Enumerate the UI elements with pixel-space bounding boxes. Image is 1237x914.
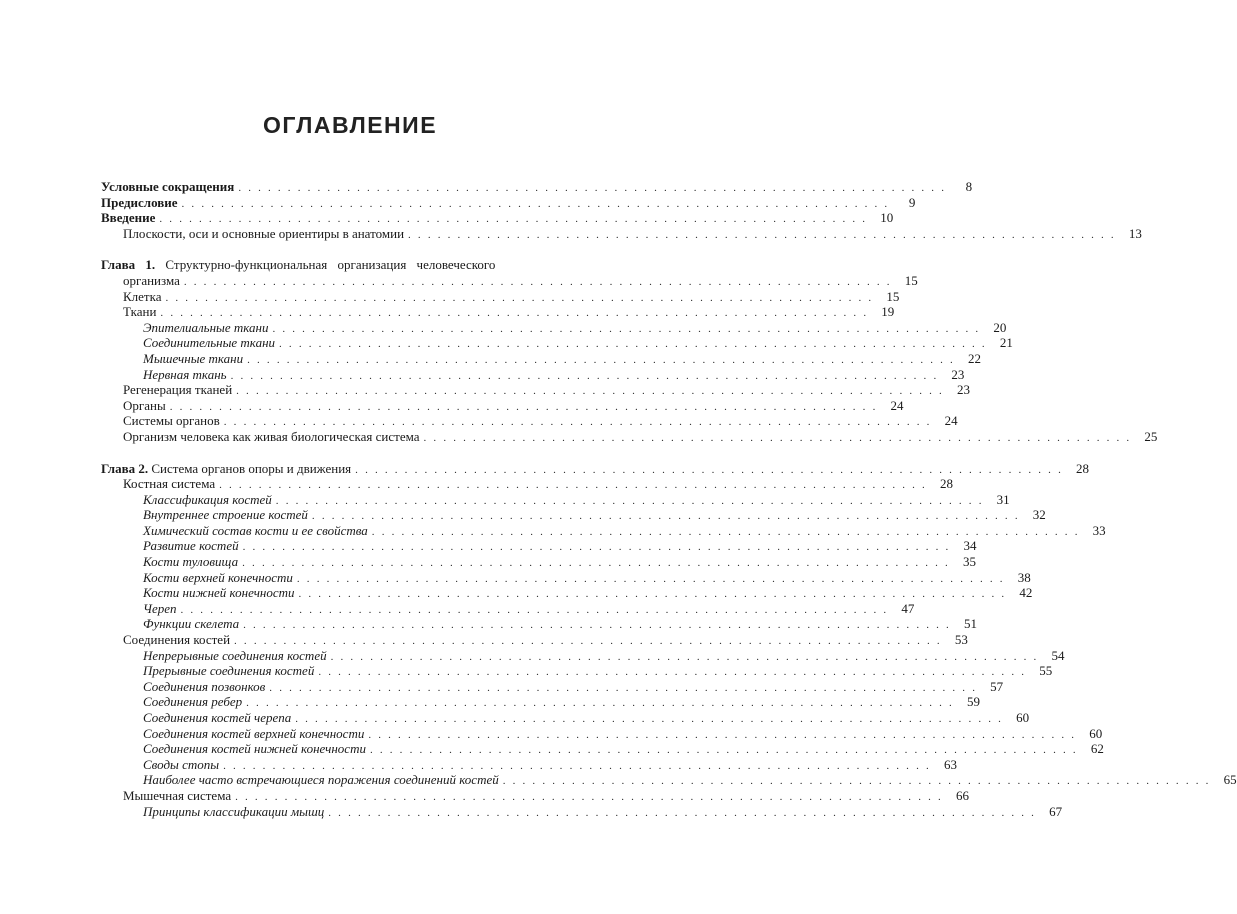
toc-entry-label: Химический состав кости и ее свойства (143, 522, 368, 538)
dot-leader: . . . . . . . . . . . . . . . . . . . . . . . . . . . . . . . . . . . . . . . . . . . . . . . . . . . . . . . . . . . . . . . . . . . . . . . . (355, 463, 1064, 476)
toc-entry-page: 28 (939, 476, 953, 492)
dot-leader: . . . . . . . . . . . . . . . . . . . . . . . . . . . . . . . . . . . . . . . . . . . . . . . . . . . . . . . . . . . . . . . . . . . . . . . . (183, 275, 892, 288)
dot-leader: . . . . . . . . . . . . . . . . . . . . . . . . . . . . . . . . . . . . . . . . . . . . . . . . . . . . . . . . . . . . . . . . . . . . . . . . (247, 353, 955, 366)
toc-entry[interactable] (101, 554, 976, 570)
toc-entry-label: Соединения костей верхней конечности (143, 725, 365, 741)
toc-entry-label: Мышечные ткани (143, 350, 244, 366)
page-title: ОГЛАВЛЕНИЕ (262, 112, 438, 138)
dot-leader: . . . . . . . . . . . . . . . . . . . . . . . . . . . . . . . . . . . . . . . . . . . . . . . . . . . . . . . . . . . . . . . . . . . . . . . . (180, 603, 889, 616)
toc-entry[interactable] (101, 663, 1053, 679)
toc-entry-page: 42 (1019, 585, 1033, 601)
dot-leader: . . . . . . . . . . . . . . . . . . . . . . . . . . . . . . . . . . . . . . . . . . . . . . . . . . . . . . . . . . . . . . . . . . . . . . . . (328, 806, 1037, 819)
toc-entry-label: Нервная ткань (143, 366, 227, 382)
toc-entry[interactable] (101, 787, 969, 804)
dot-leader: . . . . . . . . . . . . . . . . . . . . . . . . . . . . . . . . . . . . . . . . . . . . . . . . . . . . . . . . . . . . . . . . . . . . . . . . (423, 431, 1132, 444)
dot-leader: . . . . . . . . . . . . . . . . . . . . . . . . . . . . . . . . . . . . . . . . . . . . . . . . . . . . . . . . . . . . . . . . . . . . . . . . (243, 619, 951, 632)
toc-entry-label: Органы (123, 397, 166, 413)
dot-leader: . . . . . . . . . . . . . . . . . . . . . . . . . . . . . . . . . . . . . . . . . . . . . . . . . . . . . . . . . . . . . . . . . . . . . . . . (246, 697, 955, 710)
chapter-2-heading[interactable] (101, 460, 1090, 477)
toc-entry[interactable] (101, 538, 977, 554)
toc-entry-page: 55 (1039, 663, 1053, 679)
toc-entry-label: Соединения костей черепа (143, 710, 292, 725)
toc-entry-page: 53 (954, 632, 968, 648)
toc-entry-page: 32 (1032, 507, 1046, 523)
dot-leader: . . . . . . . . . . . . . . . . . . . . . . . . . . . . . . . . . . . . . . . . . . . . . . . . . . . . . . . . . . . . . . . . . . . . . . . . (295, 713, 1004, 725)
dot-leader: . . . . . . . . . . . . . . . . . . . . . . . . . . . . . . . . . . . . . . . . . . . . . . . . . . . . . . . . . . . . . . . . . . . . . . . . (368, 728, 1077, 741)
toc-entry-label: Своды стопы (143, 756, 220, 772)
toc-entry-label: Соединения позвонков (143, 678, 266, 694)
dot-leader: . . . . . . . . . . . . . . . . . . . . . . . . . . . . . . . . . . . . . . . . . . . . . . . . . . . . . . . . . . . . . . . . . . . . . . . . (238, 182, 947, 194)
toc-entry-label: Соединения костей (123, 632, 231, 648)
dot-leader: . . . . . . . . . . . . . . . . . . . . . . . . . . . . . . . . . . . . . . . . . . . . . . . . . . . . . . . . . . . . . . . . . . . . . . . . (242, 557, 950, 570)
toc-entry[interactable] (101, 413, 958, 429)
toc-entry-label: Ткани (123, 304, 157, 320)
toc-entry-label: Организм человека как живая биологическая система (123, 428, 420, 444)
toc-entry-label: Введение (101, 210, 156, 226)
toc-entry-label: Классификация костей (143, 491, 272, 507)
toc-entry-label: Соединения ребер (143, 694, 243, 710)
toc-entry[interactable] (101, 569, 1031, 586)
chapter-1-group (101, 257, 1158, 444)
toc-entry-page: 25 (1144, 428, 1158, 444)
chapter-1-title: Структурно-функциональная организация человеческого (165, 257, 496, 273)
toc-entry-page: 47 (901, 600, 915, 616)
toc-entry-page: 65 (1223, 772, 1237, 788)
dot-leader: . . . . . . . . . . . . . . . . . . . . . . . . . . . . . . . . . . . . . . . . . . . . . . . . . . . . . . . . . . . . . . . . . . . . . . . . (223, 416, 932, 429)
toc-entry-page: 63 (943, 756, 957, 772)
toc-entry[interactable] (101, 350, 981, 367)
toc-entry-label: Предисловие (101, 194, 178, 210)
dot-leader: . . . . . . . . . . . . . . . . . . . . . . . . . . . . . . . . . . . . . . . . . . . . . . . . . . . . . . . . . . . . . . . . . . . . . . . . (502, 775, 1211, 788)
toc-entry-label: Соединительные ткани (143, 335, 276, 351)
chapter-1-title-line2: организма (123, 272, 180, 288)
toc-entry-label: Эпителиальные ткани (143, 319, 269, 335)
toc-entry[interactable] (101, 585, 1033, 601)
toc-entry[interactable] (101, 725, 1103, 742)
chapter-2-page: 28 (1076, 460, 1090, 476)
chapter-2-entries (101, 476, 1237, 819)
toc-entry-planes-axes[interactable] (101, 225, 1142, 242)
toc-entry[interactable] (101, 428, 1158, 445)
chapter-1-heading[interactable] (101, 257, 559, 273)
toc-entry[interactable] (101, 647, 1065, 664)
toc-entry-label: Принципы классификации мышц (143, 803, 325, 819)
toc-entry-page: 20 (993, 319, 1007, 335)
toc-entry-label: Прерывные соединения костей (143, 663, 315, 679)
toc-entry[interactable] (101, 288, 900, 305)
toc-entry-page: 38 (1017, 569, 1031, 585)
toc-entry[interactable] (101, 476, 953, 492)
toc-entry[interactable] (101, 522, 1106, 539)
dot-leader: . . . . . . . . . . . . . . . . . . . . . . . . . . . . . . . . . . . . . . . . . . . . . . . . . . . . . . . . . . . . . . . . . . . . . . . . (275, 494, 984, 507)
dot-leader: . . . . . . . . . . . . . . . . . . . . . . . . . . . . . . . . . . . . . . . . . . . . . . . . . . . . . . . . . . . . . . . . . . . . . . . . (236, 385, 945, 398)
table-of-contents (101, 179, 1237, 819)
toc-entry-page: 33 (1092, 522, 1106, 538)
toc-entry-label: Плоскости, оси и основные ориентиры в анатомии (123, 225, 405, 241)
dot-leader: . . . . . . . . . . . . . . . . . . . . . . . . . . . . . . . . . . . . . . . . . . . . . . . . . . . . . . . . . . . . . . . . . . . . . . . . (408, 228, 1116, 241)
dot-leader: . . . . . . . . . . . . . . . . . . . . . . . . . . . . . . . . . . . . . . . . . . . . . . . . . . . . . . . . . . . . . . . . . . . . . . . . (165, 291, 874, 304)
toc-entry-page: 8 (965, 179, 973, 194)
toc-entry-page: 57 (990, 678, 1004, 694)
toc-entry-page: 67 (1049, 803, 1063, 819)
toc-entry-page: 22 (967, 350, 981, 366)
toc-entry-label: Мышечная система (123, 787, 232, 803)
toc-entry-page: 10 (880, 210, 894, 226)
toc-entry[interactable] (101, 772, 1237, 788)
dot-leader: . . . . . . . . . . . . . . . . . . . . . . . . . . . . . . . . . . . . . . . . . . . . . . . . . . . . . . . . . . . . . . . . . . . . . . . . (219, 479, 927, 492)
chapter-2-group (101, 460, 1237, 820)
toc-entry-page: 23 (957, 382, 971, 398)
toc-entry[interactable] (101, 600, 915, 617)
toc-entry[interactable] (101, 397, 904, 414)
dot-leader: . . . . . . . . . . . . . . . . . . . . . . . . . . . . . . . . . . . . . . . . . . . . . . . . . . . . . . . . . . . . . . . . . . . . . . . . (159, 213, 868, 226)
dot-leader: . . . . . . . . . . . . . . . . . . . . . . . . . . . . . . . . . . . . . . . . . . . . . . . . . . . . . . . . . . . . . . . . . . . . . . . . (298, 588, 1007, 601)
toc-entry[interactable] (101, 741, 1104, 757)
dot-leader: . . . . . . . . . . . . . . . . . . . . . . . . . . . . . . . . . . . . . . . . . . . . . . . . . . . . . . . . . . . . . . . . . . . . . . . . (160, 307, 869, 320)
toc-entry-label: Развитие костей (143, 538, 239, 554)
toc-entry[interactable] (101, 335, 1013, 351)
dot-leader: . . . . . . . . . . . . . . . . . . . . . . . . . . . . . . . . . . . . . . . . . . . . . . . . . . . . . . . . . . . . . . . . . . . . . . . . (272, 322, 981, 335)
dot-leader: . . . . . . . . . . . . . . . . . . . . . . . . . . . . . . . . . . . . . . . . . . . . . . . . . . . . . . . . . . . . . . . . . . . . . . . . (242, 541, 951, 554)
chapter-1-prefix: Глава 1. (101, 257, 156, 273)
toc-entry-label: Костная система (123, 476, 216, 492)
toc-entry-label: Кости туловища (143, 554, 239, 570)
dot-leader: . . . . . . . . . . . . . . . . . . . . . . . . . . . . . . . . . . . . . . . . . . . . . . . . . . . . . . . . . . . . . . . . . . . . . . . . (330, 650, 1039, 663)
toc-entry[interactable] (101, 366, 965, 383)
toc-entry-label: Непрерывные соединения костей (143, 647, 327, 663)
toc-entry-label: Внутреннее строение костей (143, 507, 308, 523)
toc-entry-page: 66 (955, 787, 969, 803)
dot-leader: . . . . . . . . . . . . . . . . . . . . . . . . . . . . . . . . . . . . . . . . . . . . . . . . . . . . . . . . . . . . . . . . . . . . . . . . (169, 400, 878, 413)
dot-leader: . . . . . . . . . . . . . . . . . . . . . . . . . . . . . . . . . . . . . . . . . . . . . . . . . . . . . . . . . . . . . . . . . . . . . . . . (235, 790, 943, 803)
dot-leader: . . . . . . . . . . . . . . . . . . . . . . . . . . . . . . . . . . . . . . . . . . . . . . . . . . . . . . . . . . . . . . . . . . . . . . . . (279, 338, 987, 351)
dot-leader: . . . . . . . . . . . . . . . . . . . . . . . . . . . . . . . . . . . . . . . . . . . . . . . . . . . . . . . . . . . . . . . . . . . . . . . . (230, 369, 939, 382)
toc-entry[interactable] (101, 803, 1063, 820)
dot-leader: . . . . . . . . . . . . . . . . . . . . . . . . . . . . . . . . . . . . . . . . . . . . . . . . . . . . . . . . . . . . . . . . . . . . . . . . (318, 666, 1027, 679)
toc-entry-page: 54 (1051, 647, 1065, 663)
dot-leader: . . . . . . . . . . . . . . . . . . . . . . . . . . . . . . . . . . . . . . . . . . . . . . . . . . . . . . . . . . . . . . . . . . . . . . . . (296, 572, 1005, 585)
dot-leader: . . . . . . . . . . . . . . . . . . . . . . . . . . . . . . . . . . . . . . . . . . . . . . . . . . . . . . . . . . . . . . . . . . . . . . . . (181, 197, 890, 210)
toc-entry-label: Системы органов (123, 413, 220, 429)
toc-entry-page: 35 (963, 554, 976, 570)
toc-entry-label: Кости верхней конечности (143, 569, 293, 585)
toc-entry-page: 60 (1089, 725, 1103, 741)
toc-entry-label: Функции скелета (143, 616, 240, 632)
dot-leader: . . . . . . . . . . . . . . . . . . . . . . . . . . . . . . . . . . . . . . . . . . . . . . . . . . . . . . . . . . . . . . . . . . . . . . . . (369, 744, 1078, 757)
chapter-1-heading-continued[interactable] (101, 272, 918, 289)
toc-entry[interactable] (101, 710, 1030, 726)
toc-entry-page: 59 (967, 694, 981, 710)
toc-entry-page: 34 (963, 538, 977, 554)
dot-leader: . . . . . . . . . . . . . . . . . . . . . . . . . . . . . . . . . . . . . . . . . . . . . . . . . . . . . . . . . . . . . . . . . . . . . . . . (234, 635, 942, 648)
toc-entry-page: 9 (908, 194, 916, 210)
chapter-1-page: 15 (904, 272, 918, 288)
toc-entry-page: 60 (1016, 710, 1030, 725)
toc-entry-page: 19 (881, 304, 895, 320)
toc-entry-introduction[interactable] (101, 210, 894, 226)
toc-entry[interactable] (101, 756, 957, 773)
chapter-2-title: Система органов опоры и движения (151, 460, 352, 476)
toc-entry-label: Соединения костей нижней конечности (143, 741, 366, 757)
toc-entry[interactable] (101, 678, 1004, 695)
toc-entry[interactable] (101, 304, 895, 320)
toc-entry-preface[interactable] (101, 194, 916, 211)
toc-entry-page: 24 (890, 397, 904, 413)
chapter-1-entries (101, 288, 1158, 445)
toc-entry-page: 21 (999, 335, 1013, 351)
toc-entry-page: 23 (951, 366, 965, 382)
front-matter-group (101, 179, 1142, 241)
toc-entry-abbreviations[interactable] (101, 179, 973, 195)
toc-entry-page: 62 (1090, 741, 1104, 757)
toc-entry[interactable] (101, 632, 968, 648)
dot-leader: . . . . . . . . . . . . . . . . . . . . . . . . . . . . . . . . . . . . . . . . . . . . . . . . . . . . . . . . . . . . . . . . . . . . . . . . (311, 510, 1020, 523)
toc-entry-page: 13 (1128, 225, 1142, 241)
toc-entry-label: Регенерация тканей (123, 382, 233, 398)
dot-leader: . . . . . . . . . . . . . . . . . . . . . . . . . . . . . . . . . . . . . . . . . . . . . . . . . . . . . . . . . . . . . . . . . . . . . . . . (371, 525, 1080, 538)
toc-entry-label: Кости нижней конечности (143, 585, 295, 601)
toc-entry[interactable] (101, 616, 977, 632)
chapter-2-prefix: Глава 2. (101, 460, 149, 476)
dot-leader: . . . . . . . . . . . . . . . . . . . . . . . . . . . . . . . . . . . . . . . . . . . . . . . . . . . . . . . . . . . . . . . . . . . . . . . . (269, 681, 978, 694)
toc-entry[interactable] (101, 319, 1007, 336)
toc-entry-label: Наиболее часто встречающиеся поражения соединений костей (143, 772, 499, 788)
toc-entry-page: 24 (944, 413, 958, 429)
toc-entry[interactable] (101, 694, 981, 710)
toc-entry-page: 15 (886, 288, 900, 304)
toc-entry[interactable] (101, 507, 1046, 523)
toc-entry[interactable] (101, 491, 1010, 508)
dot-leader: . . . . . . . . . . . . . . . . . . . . . . . . . . . . . . . . . . . . . . . . . . . . . . . . . . . . . . . . . . . . . . . . . . . . . . . . (223, 759, 931, 772)
toc-entry-label: Череп (143, 600, 177, 616)
toc-entry-label: Условные сокращения (101, 179, 235, 194)
toc-entry-page: 51 (963, 616, 977, 632)
toc-entry-label: Клетка (123, 288, 162, 304)
toc-entry[interactable] (101, 382, 971, 398)
toc-entry-page: 31 (996, 491, 1010, 507)
